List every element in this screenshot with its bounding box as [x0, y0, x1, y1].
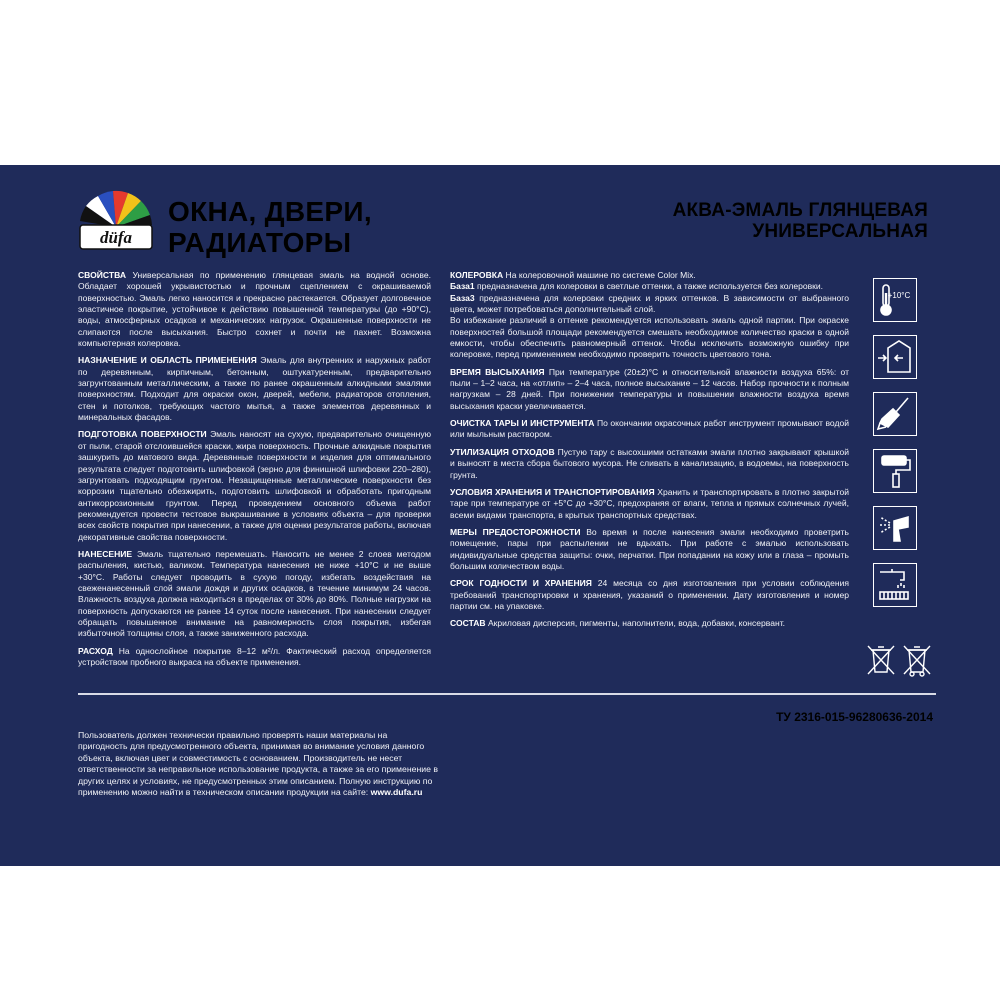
section-composition: СОСТАВ Акриловая дисперсия, пигменты, наполнители, вода, добавки, консервант. [450, 618, 786, 629]
section-surface-prep: ПОДГОТОВКА ПОВЕРХНОСТИ Эмаль наносят на сухую, предварительно очищенную от пыли, старой отслоившейся краски, жира поверхность. Прочные алкидные покрытия зашкурить до матового вида. Деревянные поверхности и изделия для оптимального результата следует подготовить шлифовкой (зерно для финишной шлифовки 220–280), загрунтовать подходящим грунтом. Незащищенные металлические поверхности без коррозии тщательно обезжирить, подготовить шлифовкой и обработать пригодным антикоррозионным грунтом. Перед проведением основного объема работ рекомендуется провести тестовое выкрашивание в условиях объекта – для проверки всех свойств покрытия при нанесении, а также для оценки результатов работы, включая декоративные свойства поверхности. [78, 429, 431, 542]
section-disposal: УТИЛИЗАЦИЯ ОТХОДОВ Пустую тару с высохшими остатками эмали плотно закрывают крышкой и выносят в места сбора бытового мусора. Не сливать в канализацию, в водоемы, на поверхность грунта. [450, 446, 850, 480]
left-text-column [78, 270, 431, 674]
tap-water-icon [873, 563, 917, 607]
thermometer-icon [873, 278, 917, 322]
section-application: НАНЕСЕНИЕ Эмаль тщательно перемешать. Наносить не менее 2 слоев методом распыления, кистью, валиком. Температура нанесения не ниже +10°C и не выше +30°C. Работы следует проводить в сухую погоду, избегать воздействия на свеженанесенный слой эмали дождя и других осадков, в течение минимум 24 часов. Влажность воздуха должна находиться в пределах от 30% до 80%. Полные нагрузки на поверхность допускаются не ранее 14 суток после нанесения. При нанесении следует обращать повышенное внимание на равномерность слоя покрытия, избегая избыточной толщины слоя, а также заниженного расхода. [78, 548, 431, 639]
disclaimer-text: Пользователь должен технически правильно проверять наши материалы на пригодность для предусмотренного объекта, принимая во внимание условия данного объекта, включая цвет и совместимость с основанием. Производитель не несет ответственности за неправильное использование продукта, а также за его применение в других целях и условиях, не предусмотренных этим описанием. Полную инструкцию по применению можно найти в техническом описании продукции на сайте: www.dufa.ru [78, 730, 438, 798]
section-precautions: МЕРЫ ПРЕДОСТОРОЖНОСТИ Во время и после нанесения эмали необходимо проветрить помещение, пары при распылении не вдыхать. При работе с эмалью использовать индивидуальные средства защиты: очки, перчатки. При попадании на кожу или в глаза – промыть большим количеством воды. [450, 526, 849, 571]
section-base3: База3 предназначена для колеровки средних и ярких оттенков. В зависимости от выбранного цвета, может потребоваться дополнительный слой. [450, 292, 849, 315]
dufa-logo [78, 187, 154, 251]
section-tinting-note: Во избежание различий в оттенке рекомендуется использовать эмаль одной партии. При окраске поверхностей большой площади рекомендуется смешать необходимое количество краски в одной емкости, чтобы обеспечить равномерный оттенок. Чтобы исключить возможную ошибку при колеровке, перед применением необходимо проверить точность цветового тона. [450, 315, 849, 360]
section-purpose: НАЗНАЧЕНИЕ И ОБЛАСТЬ ПРИМЕНЕНИЯ Эмаль для внутренних и наружных работ по деревянным, кирпичным, бетонным, оштукатуренным, предварительно загрунтованным металлическим, а также по ранее окрашенным алкидными эмалями поверхностям. Подходит для окраски окон, дверей, мебели, радиаторов отопления, стен и потолков, требующих частого мытья, а также элементов деревянных и минеральных фасадов. [78, 355, 432, 423]
tu-code: ТУ 2316-015-96280636-2014 [776, 710, 933, 724]
product-subtitle [673, 200, 928, 242]
section-tinting: КОЛЕРОВКА На колеровочной машине по системе Color Mix. [450, 270, 696, 280]
section-properties: СВОЙСТВА Универсальная по применению глянцевая эмаль на водной основе. Обладает хорошей укрывистостью и прочным сцеплением с окрашиваемой поверхностью. Эмаль легко наносится и прекрасно растекается. Образует долговечное эластичное покрытие, устойчивое к действию повышенной температуры (до +90°C), воды, атмосферных осадков и механических нагрузок. Окрашенные поверхности не слипаются после высыхания. Быстро сохнет и почти не пахнет. Возможна компьютерная колеровка. [78, 270, 431, 349]
spray-gun-icon [873, 506, 917, 550]
product-title [168, 196, 372, 258]
roller-icon [873, 449, 917, 493]
logo-text: düfa [99, 228, 133, 247]
divider-line [78, 693, 936, 695]
usage-icons [873, 278, 921, 620]
section-consumption: РАСХОД На однослойное покрытие 8–12 м²/л. Фактический расход определяется устройством пробного выкраса на объекте применения. [78, 645, 431, 667]
title-line-2: РАДИАТОРЫ [168, 227, 352, 258]
crossed-bin-icon [864, 642, 898, 678]
section-drying: ВРЕМЯ ВЫСЫХАНИЯ При температуре (20±2)°С и относительной влажности воздуха 65%: от пыли – 1–2 часа, на «отлип» – 2–4 часа, полное высыхание – 12 часов. Набор прочности к полным нагрузкам – 28 дней. При понижении температуры и повышении влажности воздуха время высыхания краски увеличивается. [450, 366, 850, 411]
house-interior-icon [873, 335, 917, 379]
title-line-1: ОКНА, ДВЕРИ, [168, 196, 372, 227]
subtitle-line-2: УНИВЕРСАЛЬНАЯ [752, 221, 928, 242]
crossed-bin-icon [900, 642, 934, 678]
section-storage: УСЛОВИЯ ХРАНЕНИЯ И ТРАНСПОРТИРОВАНИЯ Хранить и транспортировать в плотно закрытой таре при температуре от +5°С до +30°С, предохраняя от влаги, тепла и прямых солнечных лучей, всеми видами транспорта, в крытых транспортных средствах. [450, 486, 850, 520]
middle-text-column [450, 270, 849, 636]
section-cleaning: ОЧИСТКА ТАРЫ И ИНСТРУМЕНТА По окончании окрасочных работ инструмент промывают водой или мыльным раствором. [450, 418, 850, 440]
section-base1: База1 предназначена для колеровки в светлые оттенки, а также используется без колеровки. [450, 281, 824, 292]
section-shelf-life: СРОК ГОДНОСТИ И ХРАНЕНИЯ 24 месяца со дня изготовления при условии соблюдения требований транспортировки и хранения, указаний о применении. Дату изготовления и номер партии см. на упаковке. [450, 578, 849, 611]
temperature-label: +10°C [887, 291, 911, 300]
subtitle-line-1: АКВА-ЭМАЛЬ ГЛЯНЦЕВАЯ [672, 200, 928, 221]
website-link: www.dufa.ru [370, 787, 423, 798]
brush-icon [873, 392, 917, 436]
